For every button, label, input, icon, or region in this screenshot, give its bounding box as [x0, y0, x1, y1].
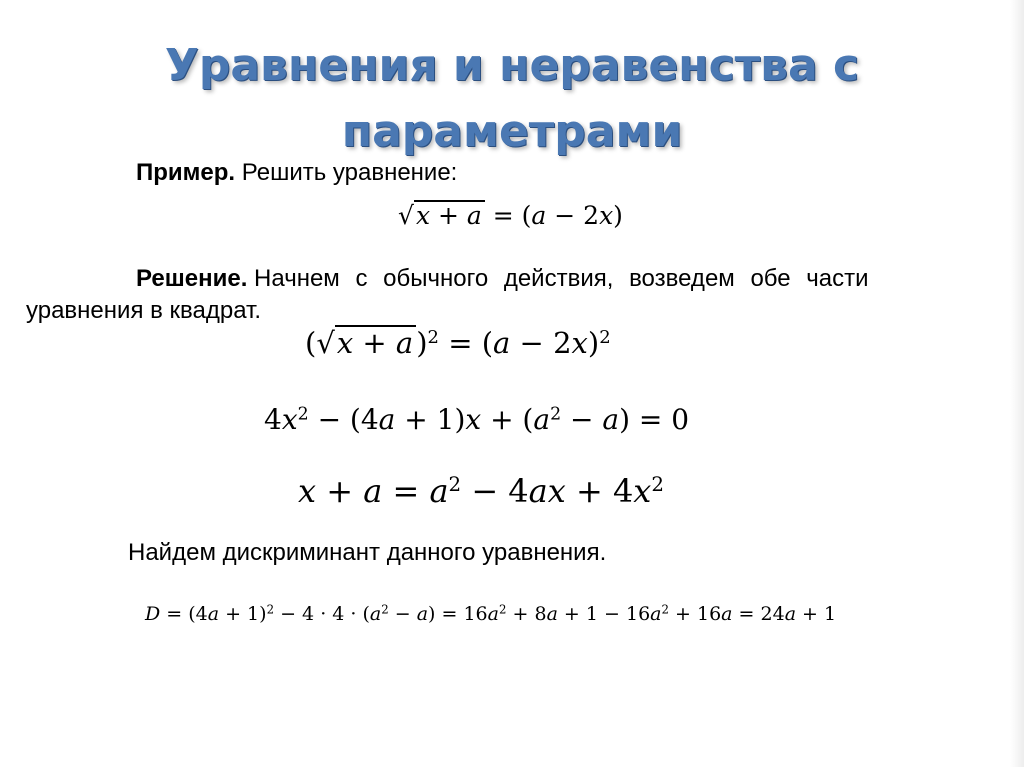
equation-quadratic: $4x^2 - (4a + 1)x + (a^2 - a) = 0$ [264, 403, 690, 436]
solution-paragraph-line-1 [136, 263, 869, 295]
slide-title-line-2: параметрами [341, 106, 683, 157]
equation-discriminant: $D = (4a + 1)^2 - 4 \cdot 4 \cdot (a^2 - a) = 16a^2 + 8a + 1 - 16a^2 + 16a = 24a + 1$ [145, 602, 837, 625]
example-label: Пример. [136, 159, 236, 186]
discriminant-text: Найдем дискриминант данного уравнения. [128, 539, 607, 566]
equation-original: √x + a = (a − 2x) [398, 201, 623, 230]
solution-label: Решение. [136, 265, 248, 292]
equation-expanded: $x + a = a^2 - 4ax + 4x^2$ [298, 472, 664, 510]
equation-squared: (√x + a )$^2 = (a - 2x)^2$ [305, 326, 611, 360]
example-text: Решить уравнение: [241, 159, 458, 186]
solution-text-line-2: уравнения в квадрат. [26, 297, 262, 324]
slide-title-line-1: Уравнения и неравенства с [164, 40, 860, 91]
solution-text-line-1: Начнем с обычного действия, возведем обе части [254, 265, 869, 292]
example-paragraph [136, 157, 457, 189]
